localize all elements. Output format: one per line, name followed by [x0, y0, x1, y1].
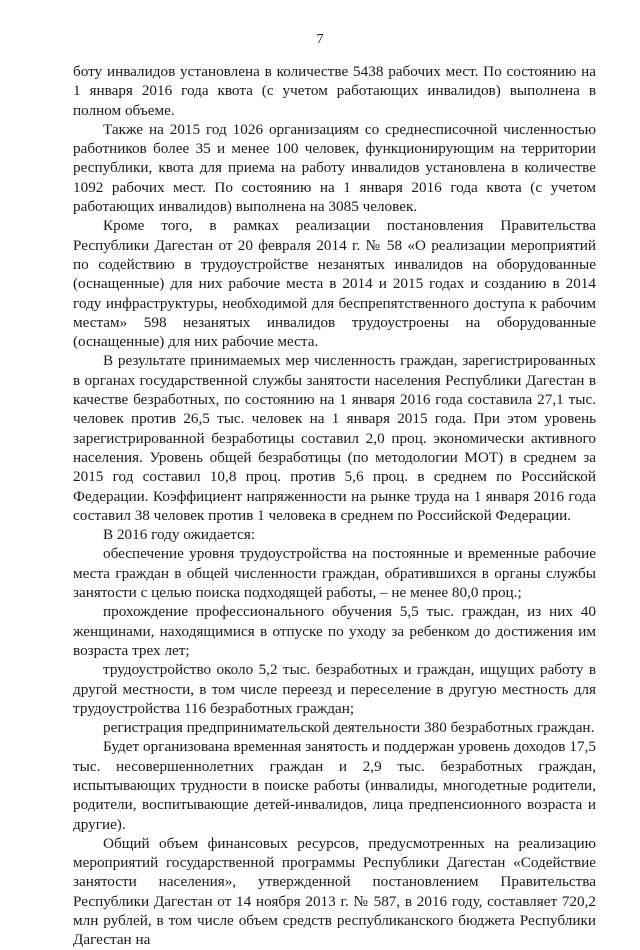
paragraph-9: регистрация предпринимательской деятельности 380 безработных граждан. [103, 719, 595, 737]
paragraph-8: трудоустройство около 5,2 тыс. безработных и граждан, ищущих работу в другой местности, в том числе переезд и переселение в другую местность для трудоустройства 116 безработных граждан; [73, 661, 596, 717]
paragraph-4: В результате принимаемых мер численность граждан, зарегистрированных в органах государственной службы занятости населения Республики Дагестан в качестве безработных, по состоянию на 1 января 2016 года составила 27,1 тыс. человек против 26,5 тыс. человек на 1 января 2015 года. При этом уровень зарегистрированной безработицы составил 2,0 проц. экономически активного населения. Уровень общей безработицы (по методологии МОТ) в среднем за 2015 год составил 10,8 проц. против 5,6 проц. в среднем по Российской Федерации. Коэффициент напряженности на рынке труда на 1 января 2016 года составил 38 человек против 1 человека в среднем по Российской Федерации. [73, 352, 596, 524]
paragraph-5: В 2016 году ожидается: [103, 526, 256, 544]
paragraph-11: Общий объем финансовых ресурсов, предусмотренных на реализацию мероприятий государственной программы Республики Дагестан «Содействие занятости населения», утвержденной постановлением Правительства Республики Дагестан от 14 ноября 2013 г. № 587, в 2016 году, составляет 720,2 млн рублей, в том числе объем средств республиканского бюджета Республики Дагестан на [73, 834, 596, 949]
document-body [73, 62, 596, 950]
paragraph-7: прохождение профессионального обучения 5,5 тыс. граждан, из них 40 женщинами, находящимися в отпуске по уходу за ребенком до достижения им возраста трех лет; [73, 603, 596, 659]
paragraph-3: Кроме того, в рамках реализации постановления Правительства Республики Дагестан от 20 февраля 2014 г. № 58 «О реализации мероприятий по содействию в трудоустройстве незанятых инвалидов на оборудованные (оснащенные) для них рабочие места в 2014 и 2015 годах и созданию в 2014 году инфраструктуры, необходимой для беспрепятственного доступа к рабочим местам» 598 незанятых инвалидов трудоустроены на оборудованные (оснащенные) для них рабочие места. [73, 217, 596, 351]
paragraph-1: боту инвалидов установлена в количестве 5438 рабочих мест. По состоянию на 1 января 2016 года квота (с учетом работающих инвалидов) выполнена в полном объеме. [73, 63, 596, 119]
page-number: 7 [316, 32, 324, 47]
paragraph-2: Также на 2015 год 1026 организациям со среднесписочной численностью работников более 35 и менее 100 человек, функционирующим на территории республики, квота для приема на работу инвалидов установлена в количестве 1092 рабочих мест. По состоянию на 1 января 2016 года квота (с учетом работающих инвалидов) выполнена на 3085 человек. [73, 120, 596, 216]
paragraph-6: обеспечение уровня трудоустройства на постоянные и временные рабочие места граждан в общей численности граждан, обратившихся в органы службы занятости с целью поиска подходящей работы, – не менее 80,0 проц.; [73, 545, 596, 602]
paragraph-10: Будет организована временная занятость и поддержан уровень доходов 17,5 тыс. несовершеннолетних граждан и 2,9 тыс. безработных граждан, испытывающих трудности в поиске работы (инвалиды, многодетные родители, родители, воспитывающие детей-инвалидов, лица предпенсионного возраста и другие). [73, 738, 596, 833]
